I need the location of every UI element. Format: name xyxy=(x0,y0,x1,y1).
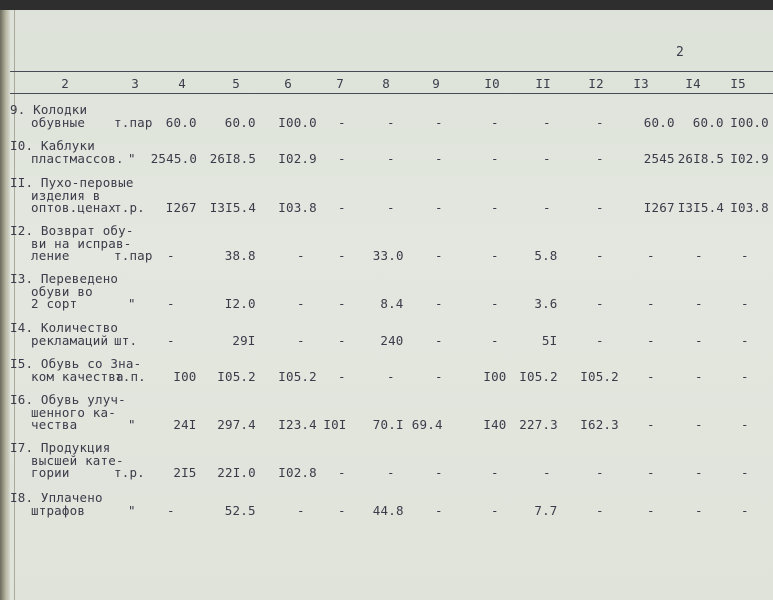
page-number: 2 xyxy=(676,45,684,60)
cell-c5: 52.5 xyxy=(224,502,256,518)
cell-c13: - xyxy=(647,465,655,480)
cell-c8: 44.8 xyxy=(372,502,404,518)
row-label-line: I7. Продукция xyxy=(10,440,111,455)
cell-c14: - xyxy=(695,368,703,384)
cell-c6: I00.0 xyxy=(278,114,317,130)
cell-c7: - xyxy=(338,465,346,480)
row-label-line: чества xyxy=(31,417,78,432)
cell-c14: 26I8.5 xyxy=(677,150,725,166)
cell-c11: 5I xyxy=(541,332,558,348)
row-label-line: обуви во xyxy=(31,283,93,299)
cell-c13: - xyxy=(647,248,655,263)
column-header-7: 7 xyxy=(336,76,344,91)
cell-c14: 60.0 xyxy=(692,114,724,130)
row-label-line: II. Пухо-перовые xyxy=(10,175,134,190)
cell-c13: - xyxy=(647,332,655,348)
header-rule-top xyxy=(10,71,773,72)
row-label-line: I0. Каблуки xyxy=(10,138,95,153)
row-label-line: шенного ка- xyxy=(31,404,116,420)
cell-c12: - xyxy=(596,502,604,518)
cell-c9: 69.4 xyxy=(411,417,443,432)
column-header-2: 2 xyxy=(61,76,69,91)
row-label-line: I6. Обувь улуч- xyxy=(10,392,126,407)
cell-c12: - xyxy=(596,150,604,166)
cell-c15: - xyxy=(741,465,749,480)
cell-c11: 3.6 xyxy=(534,296,558,311)
cell-c10: - xyxy=(491,332,499,348)
cell-c10: - xyxy=(491,114,499,130)
row-label-line: I5. Обувь со Зна- xyxy=(10,356,142,371)
cell-c12: - xyxy=(596,200,604,215)
cell-c15: - xyxy=(741,248,749,263)
cell-c14: - xyxy=(695,502,703,518)
cell-c15: I03.8 xyxy=(730,200,769,215)
cell-c12: - xyxy=(596,332,604,348)
cell-c11: - xyxy=(543,200,551,215)
cell-c13: - xyxy=(647,417,655,432)
cell-c6: I23.4 xyxy=(278,417,317,432)
cell-c15: - xyxy=(741,502,749,518)
cell-c5: 22I.0 xyxy=(217,465,256,480)
cell-c8: 240 xyxy=(380,332,404,348)
cell-c10: - xyxy=(491,465,499,480)
cell-c5: I3I5.4 xyxy=(209,200,257,215)
cell-c9: - xyxy=(435,332,443,348)
cell-c4: 2I5 xyxy=(173,465,197,480)
row-label-line: обувные xyxy=(31,114,86,130)
cell-c10: I00 xyxy=(483,368,507,384)
row-label-line: ление xyxy=(31,248,70,263)
cell-c8: - xyxy=(387,465,395,480)
cell-c9: - xyxy=(435,296,443,311)
cell-c14: - xyxy=(695,417,703,432)
cell-c9: - xyxy=(435,368,443,384)
cell-c7: - xyxy=(338,150,346,166)
cell-c10: - xyxy=(491,296,499,311)
cell-c9: - xyxy=(435,150,443,166)
cell-c7: - xyxy=(338,332,346,348)
cell-c11: I05.2 xyxy=(519,368,558,384)
cell-c8: 33.0 xyxy=(372,248,404,263)
cell-c11: - xyxy=(543,150,551,166)
cell-c8: - xyxy=(387,114,395,130)
cell-c7: I0I xyxy=(323,417,347,432)
row-label-line: I8. Уплачено xyxy=(10,490,103,505)
cell-c6: - xyxy=(297,248,305,263)
cell-c9: - xyxy=(435,114,443,130)
cell-c11: 227.3 xyxy=(519,417,558,432)
cell-c5: I2.0 xyxy=(224,296,256,311)
cell-c5: 38.8 xyxy=(224,248,256,263)
row-label-line: изделия в xyxy=(31,187,101,203)
row-label-line: высшей кате- xyxy=(31,452,124,468)
cell-c10: I40 xyxy=(483,417,507,432)
row-unit: " xyxy=(128,296,136,311)
column-header-11: II xyxy=(535,76,551,91)
column-header-9: 9 xyxy=(432,76,440,91)
cell-c9: - xyxy=(435,248,443,263)
cell-c12: - xyxy=(596,114,604,130)
cell-c14: - xyxy=(695,248,703,263)
cell-c14: I3I5.4 xyxy=(677,200,725,215)
cell-c5: 60.0 xyxy=(224,114,256,130)
row-unit: т.р. xyxy=(114,200,145,215)
cell-c6: I03.8 xyxy=(278,200,317,215)
cell-c13: - xyxy=(647,368,655,384)
row-label-line: I3. Переведено xyxy=(10,271,119,286)
cell-c6: I02.9 xyxy=(278,150,317,166)
cell-c13: 2545 xyxy=(643,150,675,166)
column-header-6: 6 xyxy=(284,76,292,91)
cell-c15: - xyxy=(741,417,749,432)
row-unit: шт. xyxy=(114,332,138,348)
cell-c4: - xyxy=(167,332,175,348)
cell-c14: - xyxy=(695,332,703,348)
cell-c14: - xyxy=(695,465,703,480)
row-label-line: рекламаций xyxy=(31,332,109,348)
cell-c7: - xyxy=(338,368,346,384)
row-label-line: ви на исправ- xyxy=(31,235,132,251)
cell-c5: 29I xyxy=(232,332,256,348)
page-fold-line xyxy=(14,10,15,600)
cell-c5: I05.2 xyxy=(217,368,256,384)
row-label-line: штрафов xyxy=(31,502,86,518)
row-label-line: пластмассов. xyxy=(31,150,124,166)
cell-c8: - xyxy=(387,368,395,384)
row-unit: т.пар xyxy=(114,248,153,263)
row-unit: " xyxy=(128,417,136,432)
column-header-8: 8 xyxy=(382,76,390,91)
row-label-line: гории xyxy=(31,465,70,480)
cell-c14: - xyxy=(695,296,703,311)
cell-c11: - xyxy=(543,465,551,480)
binding-edge xyxy=(0,10,10,600)
cell-c8: 8.4 xyxy=(380,296,404,311)
cell-c10: - xyxy=(491,200,499,215)
cell-c12: - xyxy=(596,248,604,263)
cell-c7: - xyxy=(338,114,346,130)
row-unit: т.р. xyxy=(114,465,145,480)
cell-c5: 297.4 xyxy=(217,417,256,432)
cell-c12: - xyxy=(596,465,604,480)
cell-c4: - xyxy=(167,296,175,311)
cell-c6: - xyxy=(297,296,305,311)
cell-c4: - xyxy=(167,502,175,518)
cell-c4: - xyxy=(167,248,175,263)
cell-c6: - xyxy=(297,332,305,348)
cell-c5: 26I8.5 xyxy=(209,150,257,166)
cell-c4: I00 xyxy=(173,368,197,384)
cell-c11: 5.8 xyxy=(534,248,558,263)
cell-c15: - xyxy=(741,296,749,311)
cell-c7: - xyxy=(338,200,346,215)
cell-c13: 60.0 xyxy=(643,114,675,130)
row-label-line: 9. Колодки xyxy=(10,102,88,117)
cell-c15: I00.0 xyxy=(730,114,769,130)
cell-c8: 70.I xyxy=(372,417,404,432)
cell-c9: - xyxy=(435,200,443,215)
cell-c6: - xyxy=(297,502,305,518)
row-label-line: I4. Количество xyxy=(10,320,119,335)
column-header-15: I5 xyxy=(730,76,746,91)
cell-c7: - xyxy=(338,296,346,311)
column-header-13: I3 xyxy=(633,76,649,91)
cell-c6: I02.8 xyxy=(278,465,317,480)
cell-c7: - xyxy=(338,502,346,518)
cell-c6: I05.2 xyxy=(278,368,317,384)
row-label-line: ком качества xyxy=(31,368,124,384)
row-unit: т.пар xyxy=(114,114,153,130)
cell-c10: - xyxy=(491,502,499,518)
cell-c11: 7.7 xyxy=(534,502,558,518)
row-label-line: оптов.ценах xyxy=(31,200,116,215)
cell-c7: - xyxy=(338,248,346,263)
cell-c15: I02.9 xyxy=(730,150,769,166)
cell-c15: - xyxy=(741,368,749,384)
cell-c4: 60.0 xyxy=(165,114,197,130)
cell-c10: - xyxy=(491,248,499,263)
column-header-12: I2 xyxy=(588,76,604,91)
row-label-line: 2 сорт xyxy=(31,296,78,311)
row-unit: " xyxy=(128,150,136,166)
cell-c12: - xyxy=(596,296,604,311)
column-header-4: 4 xyxy=(178,76,186,91)
row-label-line: I2. Возврат обу- xyxy=(10,223,134,238)
row-unit: " xyxy=(128,502,136,518)
cell-c4: 2545.0 xyxy=(150,150,198,166)
cell-c13: - xyxy=(647,502,655,518)
cell-c13: - xyxy=(647,296,655,311)
scan-top-border xyxy=(0,0,773,10)
cell-c4: 24I xyxy=(173,417,197,432)
cell-c13: I267 xyxy=(643,200,675,215)
cell-c11: - xyxy=(543,114,551,130)
cell-c10: - xyxy=(491,150,499,166)
cell-c12: I62.3 xyxy=(580,417,619,432)
cell-c8: - xyxy=(387,150,395,166)
column-header-10: I0 xyxy=(484,76,500,91)
cell-c15: - xyxy=(741,332,749,348)
column-header-3: 3 xyxy=(131,76,139,91)
row-unit: т.п. xyxy=(115,368,146,384)
header-rule-bottom xyxy=(10,93,773,94)
cell-c9: - xyxy=(435,502,443,518)
column-header-5: 5 xyxy=(232,76,240,91)
cell-c12: I05.2 xyxy=(580,368,619,384)
column-header-14: I4 xyxy=(685,76,701,91)
cell-c4: I267 xyxy=(165,200,197,215)
cell-c8: - xyxy=(387,200,395,215)
cell-c9: - xyxy=(435,465,443,480)
